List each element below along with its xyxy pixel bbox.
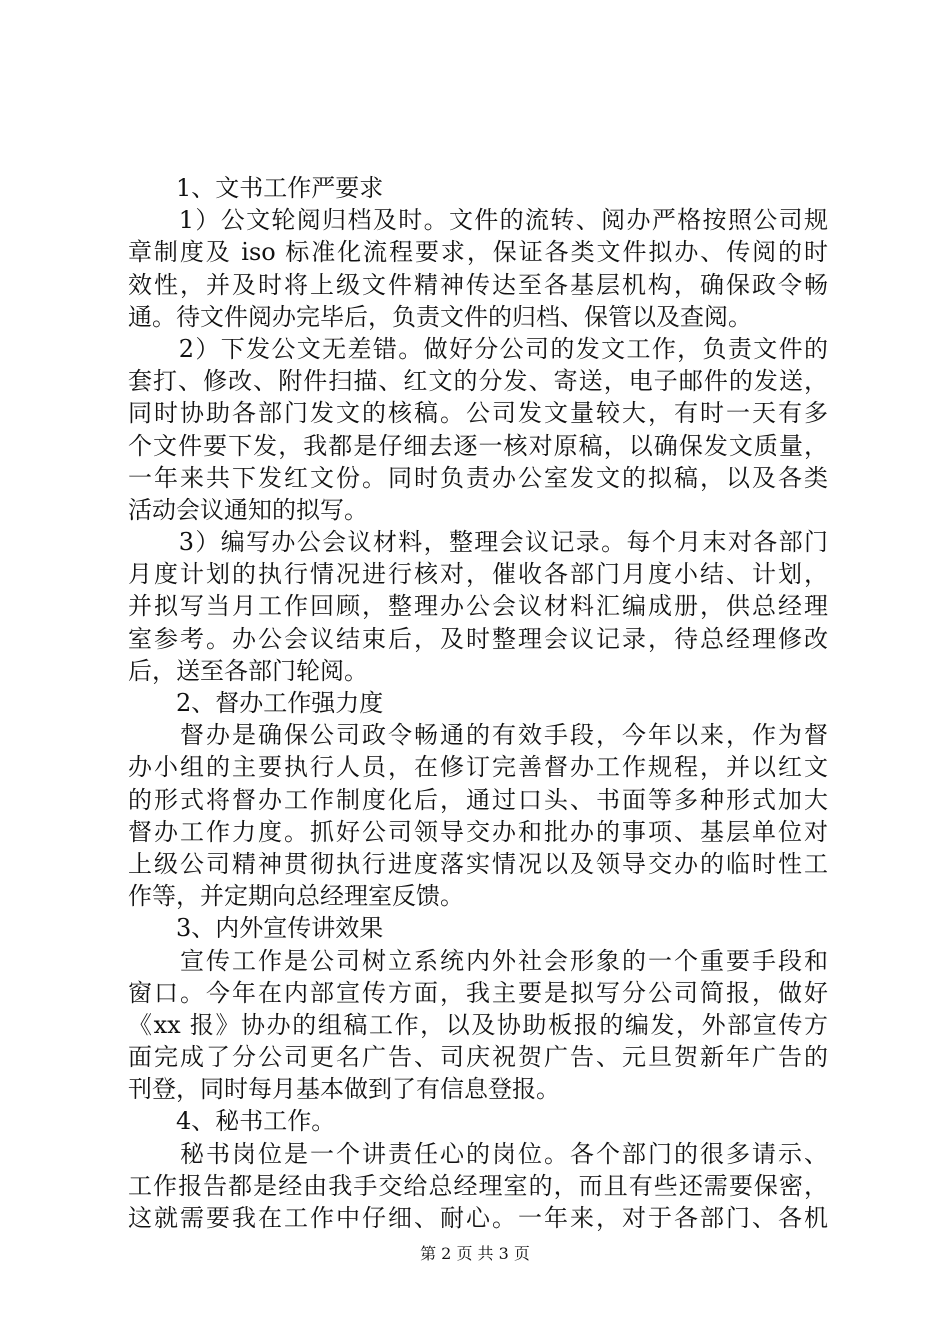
- text-line: 《xx 报》协办的组稿工作，以及协助板报的编发，外部宣传方: [128, 1010, 828, 1039]
- page-footer: 第 2 页 共 3 页: [420, 1244, 530, 1263]
- text-line: 工作报告都是经由我手交给总经理室的，而且有些还需要保密，: [128, 1171, 828, 1200]
- text-line: 月度计划的执行情况进行核对，催收各部门月度小结、计划，: [128, 560, 828, 589]
- text-line: 通。待文件阅办完毕后，负责文件的归档、保管以及查阅。: [128, 302, 752, 331]
- text-line: 同时协助各部门发文的核稿。公司发文量较大，有时一天有多: [128, 399, 828, 428]
- text-line: 秘书岗位是一个讲责任心的岗位。各个部门的很多请示、: [128, 1139, 828, 1168]
- text-line: 章制度及 iso 标准化流程要求，保证各类文件拟办、传阅的时: [128, 238, 828, 267]
- document-body: [128, 172, 828, 1234]
- text-line: 督办是确保公司政令畅通的有效手段，今年以来，作为督: [128, 721, 828, 750]
- text-line: 活动会议通知的拟写。: [128, 495, 368, 524]
- text-line: 并拟写当月工作回顾，整理办公会议材料汇编成册，供总经理: [128, 592, 828, 621]
- text-line: 的形式将督办工作制度化后，通过口头、书面等多种形式加大: [128, 785, 828, 814]
- text-line: 作等，并定期向总经理室反馈。: [128, 882, 464, 911]
- text-line: 一年来共下发红文份。同时负责办公室发文的拟稿，以及各类: [128, 463, 828, 492]
- text-line: 2）下发公文无差错。做好分公司的发文工作，负责文件的: [128, 334, 828, 363]
- text-line: 宣传工作是公司树立系统内外社会形象的一个重要手段和: [128, 946, 828, 975]
- text-line: 窗口。今年在内部宣传方面，我主要是拟写分公司简报，做好: [128, 978, 828, 1007]
- text-line: 督办工作力度。抓好公司领导交办和批办的事项、基层单位对: [128, 817, 828, 846]
- text-line: 1、文书工作严要求: [128, 174, 384, 202]
- text-line: 3）编写办公会议材料，整理会议记录。每个月末对各部门: [128, 528, 828, 557]
- text-line: 室参考。办公会议结束后，及时整理会议记录，待总经理修改: [128, 624, 828, 653]
- text-line: 1）公文轮阅归档及时。文件的流转、阅办严格按照公司规: [128, 206, 828, 235]
- text-line: 效性，并及时将上级文件精神传达至各基层机构，确保政令畅: [128, 270, 828, 299]
- text-line: 刊登，同时每月基本做到了有信息登报。: [128, 1075, 560, 1104]
- text-line: 面完成了分公司更名广告、司庆祝贺广告、元旦贺新年广告的: [128, 1043, 828, 1072]
- text-line: 这就需要我在工作中仔细、耐心。一年来，对于各部门、各机: [128, 1204, 828, 1232]
- text-line: 2、督办工作强力度: [128, 689, 384, 717]
- text-line: 4、秘书工作。: [128, 1107, 336, 1136]
- text-line: 3、内外宣传讲效果: [128, 914, 384, 943]
- text-line: 办小组的主要执行人员，在修订完善督办工作规程，并以红文: [128, 753, 828, 782]
- text-line: 套打、修改、附件扫描、红文的分发、寄送，电子邮件的发送，: [128, 367, 828, 396]
- text-line: 上级公司精神贯彻执行进度落实情况以及领导交办的临时性工: [128, 849, 828, 878]
- text-line: 后，送至各部门轮阅。: [128, 656, 368, 685]
- text-line: 个文件要下发，我都是仔细去逐一核对原稿，以确保发文质量，: [128, 431, 828, 460]
